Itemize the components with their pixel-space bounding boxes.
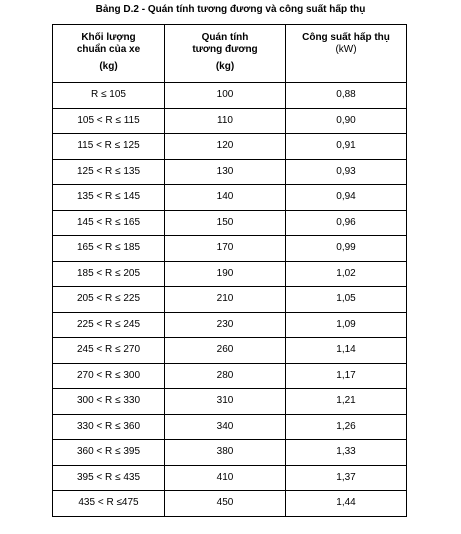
cell-absorbed-power: 1,14 [286, 338, 407, 364]
cell-absorbed-power: 0,88 [286, 83, 407, 109]
cell-reference-mass: 270 < R ≤ 300 [53, 363, 165, 389]
cell-reference-mass: 135 < R ≤ 145 [53, 185, 165, 211]
cell-absorbed-power: 0,94 [286, 185, 407, 211]
table-row [53, 108, 407, 134]
table-row [53, 465, 407, 491]
cell-equivalent-inertia: 450 [165, 491, 286, 517]
table-body [53, 83, 407, 517]
table-row [53, 210, 407, 236]
table-row [53, 312, 407, 338]
cell-equivalent-inertia: 410 [165, 465, 286, 491]
header-col1-unit: (kg) [99, 61, 118, 72]
header-col2-line2: tương đương [192, 44, 258, 55]
cell-absorbed-power: 1,37 [286, 465, 407, 491]
table-row [53, 491, 407, 517]
cell-reference-mass: 165 < R ≤ 185 [53, 236, 165, 262]
cell-equivalent-inertia: 280 [165, 363, 286, 389]
cell-equivalent-inertia: 260 [165, 338, 286, 364]
cell-reference-mass: 105 < R ≤ 115 [53, 108, 165, 134]
table-row [53, 338, 407, 364]
table-row [53, 261, 407, 287]
cell-reference-mass: 205 < R ≤ 225 [53, 287, 165, 313]
table-row [53, 134, 407, 160]
cell-reference-mass: 330 < R ≤ 360 [53, 414, 165, 440]
cell-absorbed-power: 1,02 [286, 261, 407, 287]
cell-equivalent-inertia: 210 [165, 287, 286, 313]
cell-equivalent-inertia: 140 [165, 185, 286, 211]
cell-equivalent-inertia: 230 [165, 312, 286, 338]
cell-absorbed-power: 0,91 [286, 134, 407, 160]
table-row [53, 363, 407, 389]
cell-absorbed-power: 0,96 [286, 210, 407, 236]
cell-equivalent-inertia: 130 [165, 159, 286, 185]
header-col2-line1: Quán tính [201, 32, 249, 43]
cell-equivalent-inertia: 170 [165, 236, 286, 262]
cell-equivalent-inertia: 100 [165, 83, 286, 109]
cell-equivalent-inertia: 380 [165, 440, 286, 466]
header-col1-line1: Khối lượng [81, 32, 136, 43]
header-reference-mass [53, 25, 165, 83]
cell-equivalent-inertia: 110 [165, 108, 286, 134]
table-row [53, 185, 407, 211]
cell-equivalent-inertia: 150 [165, 210, 286, 236]
cell-absorbed-power: 0,93 [286, 159, 407, 185]
cell-reference-mass: 225 < R ≤ 245 [53, 312, 165, 338]
table-row [53, 287, 407, 313]
table-row [53, 236, 407, 262]
table-row [53, 414, 407, 440]
cell-absorbed-power: 0,99 [286, 236, 407, 262]
cell-reference-mass: 185 < R ≤ 205 [53, 261, 165, 287]
cell-reference-mass: R ≤ 105 [53, 83, 165, 109]
table-row [53, 83, 407, 109]
cell-absorbed-power: 1,09 [286, 312, 407, 338]
header-absorbed-power [286, 25, 407, 83]
table-row [53, 440, 407, 466]
cell-reference-mass: 395 < R ≤ 435 [53, 465, 165, 491]
cell-reference-mass: 125 < R ≤ 135 [53, 159, 165, 185]
cell-reference-mass: 360 < R ≤ 395 [53, 440, 165, 466]
cell-equivalent-inertia: 340 [165, 414, 286, 440]
cell-absorbed-power: 1,33 [286, 440, 407, 466]
cell-absorbed-power: 1,26 [286, 414, 407, 440]
table-header-row [53, 25, 407, 83]
cell-absorbed-power: 1,44 [286, 491, 407, 517]
header-col3-unit: (kW) [335, 44, 357, 55]
header-equivalent-inertia [165, 25, 286, 83]
cell-reference-mass: 245 < R ≤ 270 [53, 338, 165, 364]
header-col1-line2: chuẩn của xe [76, 44, 141, 55]
cell-equivalent-inertia: 190 [165, 261, 286, 287]
table-row [53, 159, 407, 185]
header-col3-line1: Công suất hấp thụ [302, 32, 390, 43]
cell-reference-mass: 145 < R ≤ 165 [53, 210, 165, 236]
cell-reference-mass: 300 < R ≤ 330 [53, 389, 165, 415]
table-caption: Bảng D.2 - Quán tính tương đương và công suất hấp thụ [95, 4, 366, 15]
cell-absorbed-power: 1,21 [286, 389, 407, 415]
cell-absorbed-power: 1,17 [286, 363, 407, 389]
table-row [53, 389, 407, 415]
header-col2-unit: (kg) [215, 61, 235, 72]
cell-reference-mass: 435 < R ≤475 [53, 491, 165, 517]
cell-reference-mass: 115 < R ≤ 125 [53, 134, 165, 160]
inertia-power-table [52, 24, 407, 517]
cell-absorbed-power: 1,05 [286, 287, 407, 313]
cell-equivalent-inertia: 310 [165, 389, 286, 415]
cell-absorbed-power: 0,90 [286, 108, 407, 134]
cell-equivalent-inertia: 120 [165, 134, 286, 160]
